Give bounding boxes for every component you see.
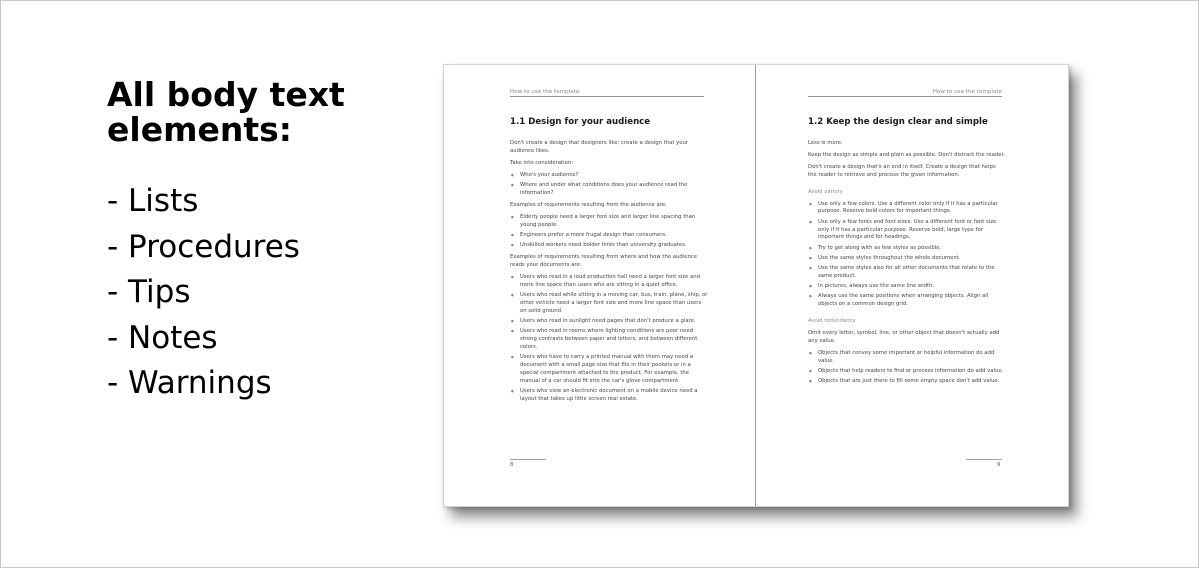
paragraph: Keep the design as simple and plain as possible. Don't distract the reader. <box>808 151 1005 158</box>
left-page <box>444 65 755 506</box>
page-body <box>808 140 1006 390</box>
page-body <box>510 140 708 408</box>
list-item: ● Use only a few colors. Use a different color only if it has a particular purpose. Reserve bold colors for important things. <box>808 201 1006 217</box>
list-item: ● Elderly people need a larger font size and larger line spacing than young people. <box>510 214 708 230</box>
list-item: ● Users who read while sitting in a moving car, bus, train, plane, ship, or other vehicle need a larger font size and more line space than users on solid ground. <box>510 292 708 316</box>
slide-heading: All body text elements: <box>107 75 345 149</box>
subheading: Avoid variety <box>808 188 843 195</box>
page-number: 9 <box>997 462 1001 468</box>
bullet-list <box>510 274 708 404</box>
list-item-notes: - Notes <box>107 319 218 356</box>
paragraph: Don't create a design that designers like; create a design that your audience likes. <box>510 140 689 154</box>
list-item: ● Users who read in rooms where lighting conditions are poor need strong contrasts between paper and letters, and between different colors. <box>510 328 708 352</box>
bullet-list <box>808 350 1006 386</box>
running-head: How to use the template <box>808 89 1002 97</box>
subheading: Avoid redundancy <box>808 318 856 325</box>
bullet-list <box>510 214 708 250</box>
footer-rule <box>966 459 1002 460</box>
section-title: 1.2 Keep the design clear and simple <box>808 117 988 127</box>
paragraph: Take into consideration: <box>510 159 573 166</box>
list-item: ● In pictures, always use the same line width. <box>808 283 1006 291</box>
paragraph: Examples of requirements resulting from the audience are: <box>510 201 667 208</box>
bullet-list <box>510 172 708 198</box>
list-item: ● Users who view an electronic document on a mobile device need a layout that takes up little screen real estate. <box>510 388 708 404</box>
paragraph: Omit every letter, symbol, line, or other object that doesn't actually add any value. <box>808 330 1000 344</box>
list-item: ● Where and under what conditions does your audience read the information? <box>510 182 708 198</box>
list-item: ● Use the same styles throughout the whole document. <box>808 255 1006 263</box>
list-item: ● Engineers prefer a more frugal design than consumers. <box>510 232 708 240</box>
list-item: ● Unskilled workers need bolder hints than university graduates. <box>510 242 708 250</box>
list-item: ● Objects that are just there to fill some empty space don't add value. <box>808 378 1006 386</box>
list-item: ● Try to get along with as few styles as possible. <box>808 245 1006 253</box>
list-item-procedures: - Procedures <box>107 228 300 265</box>
list-item: ● Use the same styles also for all other documents that relate to the same product. <box>808 265 1006 281</box>
paragraph: Examples of requirements resulting from where and how the audience reads your documents are: <box>510 253 698 268</box>
list-item: ● Use only a few fonts and font sizes. Use a different font or font size only if it has a particular purpose. Reserve bold, large type for important things and for headings. <box>808 219 1006 243</box>
section-title: 1.1 Design for your audience <box>510 117 651 127</box>
list-item: ● Users who read in a loud production hall need a larger font size and more line space than users who are sitting in a quiet office. <box>510 274 708 290</box>
list-item-tips: - Tips <box>107 274 191 310</box>
right-page <box>756 65 1067 506</box>
paragraph: Don't create a design that's an end in itself. Create a design that helps the reader to retrieve and process the given information. <box>808 163 996 178</box>
list-item-lists: - Lists <box>107 183 199 219</box>
list-item: ● Users who read in sunlight need pages that don't produce a glare. <box>510 318 708 326</box>
list-item: ● Always use the same positions when arranging objects. Align all objects on a common design grid. <box>808 293 1006 309</box>
page-number: 8 <box>510 462 514 468</box>
running-head: How to use the template <box>510 89 704 97</box>
list-item: ● Objects that help readers to find or process information do add value. <box>808 368 1006 376</box>
bullet-list <box>808 201 1006 310</box>
list-item: ● Objects that convey some important or helpful information do add value. <box>808 350 1006 366</box>
footer-rule <box>510 459 546 460</box>
paragraph: Less is more. <box>808 140 843 146</box>
list-item-warnings: - Warnings <box>107 365 272 401</box>
book-spread-image <box>443 64 1069 507</box>
body-elements-list <box>107 179 300 407</box>
list-item: ● Users who have to carry a printed manual with them may need a document with a small page size that fits in their pockets or in a special compartment attached to the product. For example, the manual of a car should fit into the car's glove compartment. <box>510 354 708 386</box>
list-item: ● Who's your audience? <box>510 172 708 180</box>
